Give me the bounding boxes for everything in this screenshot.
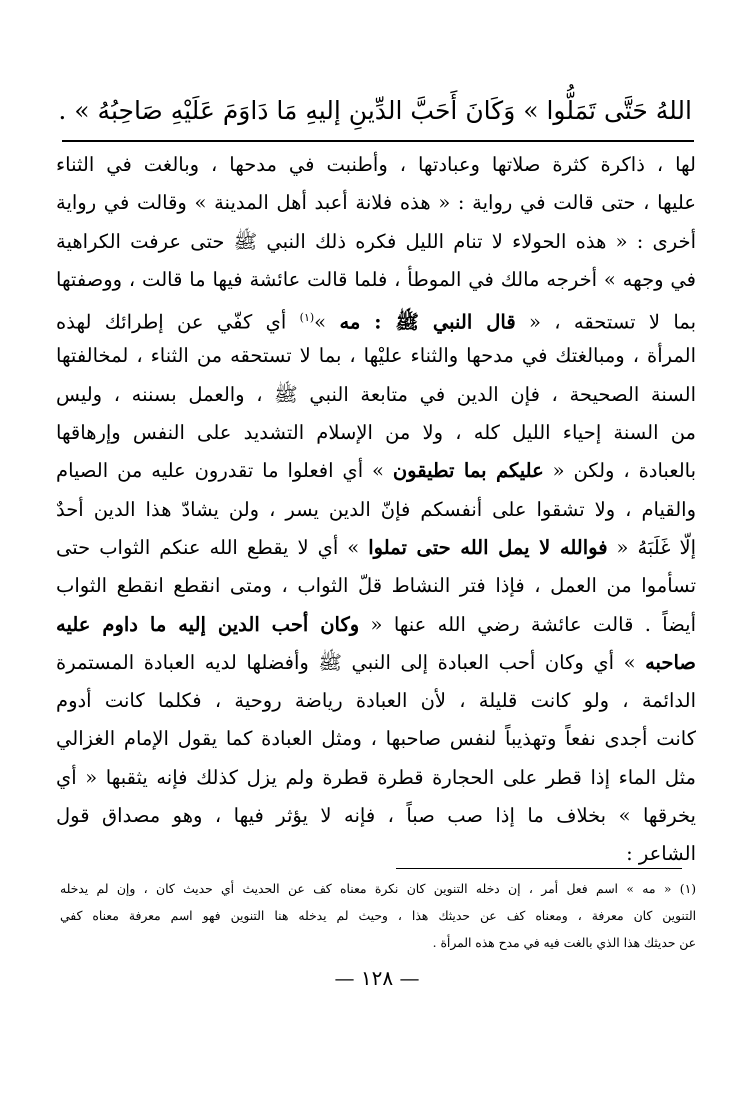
body-line-9-start: بالعبادة ، ولكن « — [543, 459, 696, 483]
hadith-text-line: اللهُ حَتَّى تَمَلُّوا » وَكَانَ أَحَبَّ الدِّينِ إليهِ مَا دَاوَمَ عَلَيْهِ صَاحِبُهُ » . — [58, 96, 692, 125]
footnotes — [60, 876, 696, 957]
body-line-12: تسأموا من العمل ، فإذا فتر النشاط قلّ الثواب ، ومتى انقطع انقطع الثواب — [56, 574, 696, 598]
body-line-5-start: بما لا تستحقه ، « — [515, 310, 696, 334]
body-line-11-start: إلّا غَلَبَهُ « — [607, 535, 696, 559]
body-line-6: المرأة ، ومبالغتك في مدحها والثناء عليْها ، بما لا تستحقه من الثناء ، لمخالفتها — [56, 344, 696, 368]
footnote-line-2: التنوين كان معرفة ، ومعناه كف عن حديثك هذا ، وحيث لم يدخله هنا التنوين فهو اسم معرفة معناه كفي — [60, 909, 696, 923]
body-line-13-start: أيضاً . قالت عائشة رضي الله عنها « — [359, 612, 696, 636]
body-line-16: كانت أجدى نفعاً وتهذيباً لنفس صاحبها ، ومثل العبادة كما يقول الإمام الغزالي — [56, 727, 696, 751]
body-line-14 — [56, 644, 696, 682]
body-line-11-end: » أي لا يقطع الله عنكم الثواب حتى — [56, 535, 369, 559]
body-line-17: مثل الماء إذا قطر على الحجارة قطرة قطرة ولم يزل كذلك فإنه يثقبها « أي — [56, 765, 696, 789]
body-line-15: الدائمة ، ولو كانت قليلة ، لأن العبادة رياضة روحية ، فكلما كانت أدوم — [56, 689, 696, 713]
footnote-line-1: (١) « مه » اسم فعل أمر ، إن دخله التنوين كان نكرة معناه كف عن الحديث أي حديث كان ، وإن لم يدخله — [60, 882, 696, 896]
body-line-5-end: أي كفّي عن إطرائك لهذه — [56, 310, 300, 334]
top-divider — [62, 140, 694, 142]
footnote-line-3: عن حديثك هذا الذي بالغت فيه في مدح هذه المرأة . — [432, 936, 696, 950]
body-line-19: الشاعر : — [626, 842, 696, 866]
body-line-4: في وجهه » أخرجه مالك في الموطأ ، فلما قالت عائشة فيها ما قالت ، ووصفتها — [56, 267, 696, 291]
body-line-7: السنة الصحيحة ، فإن الدين في متابعة النبي ﷺ ، والعمل بسننه ، وليس — [56, 382, 696, 406]
body-line-3: أخرى : « هذه الحولاء لا تنام الليل فكره ذلك النبي ﷺ حتى عرفت الكراهية — [56, 229, 696, 253]
bold-quote-ahabb-al-din: وكان أحب الدين إليه ما داوم عليه — [56, 612, 360, 636]
body-line-5 — [56, 299, 696, 337]
body-line-9 — [56, 452, 696, 490]
body-line-8: من السنة إحياء الليل كله ، ولا من الإسلام التشديد على النفس وإرهاقها — [56, 421, 696, 445]
page-number: — ١٢٨ — — [334, 966, 420, 990]
bold-quote-alaykum: عليكم بما تطيقون — [392, 459, 544, 483]
body-line-14-end: » أي وكان أحب العبادة إلى النبي ﷺ وأفضلها لديه العبادة المستمرة — [56, 650, 646, 674]
body-line-2: عليها ، حتى قالت في رواية : « هذه فلانة أعبد أهل المدينة » وقالت في رواية — [56, 191, 696, 215]
bold-quote-fawallah: فوالله لا يمل الله حتى تملوا — [368, 535, 608, 559]
body-line-18: يخرقها » بخلاف ما إذا صب صباً ، فإنه لا يؤثر فيها ، وهو مصداق قول — [56, 804, 696, 828]
footnote-divider — [396, 868, 682, 869]
commentary-body — [56, 146, 696, 874]
body-line-13 — [56, 606, 696, 644]
body-line-11 — [56, 529, 696, 567]
body-line-9-end: » أي افعلوا ما تقدرون عليه من الصيام — [56, 459, 393, 483]
body-line-10: والقيام ، ولا تشقوا على أنفسكم فإنّ الدين يسر ، ولن يشادّ هذا الدين أحدٌ — [56, 497, 696, 521]
bold-quote-prophet-said: قال النبي ﷺ : مه — [339, 310, 516, 334]
footnote-marker: (١) — [299, 311, 315, 325]
body-line-5-close: » — [314, 310, 340, 334]
bold-quote-sahibuh: صاحبه — [645, 650, 696, 674]
body-line-1: لها ، ذاكرة كثرة صلاتها وعبادتها ، وأطنبت في مدحها ، وبالغت في الثناء — [56, 153, 696, 176]
